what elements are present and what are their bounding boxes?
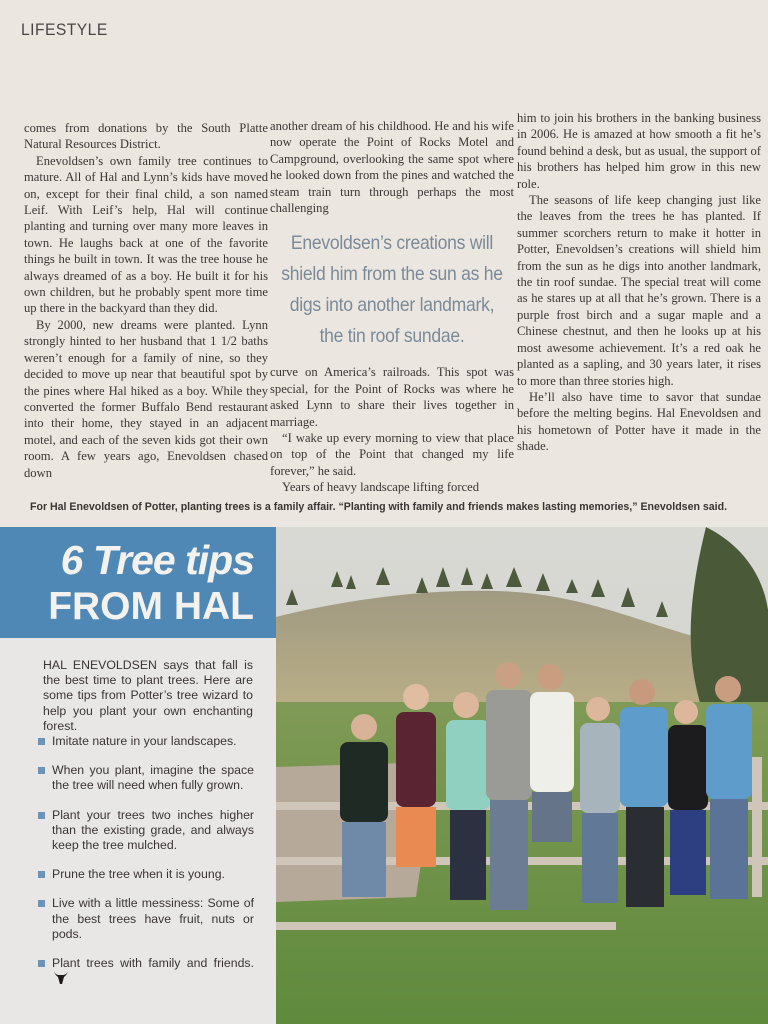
tip-item	[38, 867, 254, 882]
family-photo	[276, 527, 768, 1024]
paragraph: By 2000, new dreams were planted. Lynn strongly hinted to her husband that 1 1/2 baths weren’t enough for a family of nine, so they decided to move up near that beautiful spot by the pines where Hal hiked as a boy. While they converted the former Buffalo Bend restaurant into their home, they stayed in an adjacent motel, and each of the seven kids got their own room. A few years ago, Enevoldsen chased down	[24, 317, 268, 480]
person	[620, 679, 668, 907]
tips-header	[0, 527, 276, 638]
tip-text: Prune the tree when it is young.	[52, 867, 225, 882]
tip-item	[38, 896, 254, 942]
paragraph: another dream of his childhood. He and his wife now operate the Point of Rocks Motel and Campground, overlooking the same spot where he looked down from the pines and watched the steam train turn through perhaps the most challenging	[270, 119, 514, 216]
tips-intro: HAL ENEVOLDSEN says that fall is the best time to plant trees. Here are some tips from Potter’s tree wizard to help you plant your own enchanting forest.	[43, 658, 253, 733]
tip-item	[38, 734, 254, 749]
paragraph: He’ll also have time to savor that sundae before the melting begins. Hal Enevoldsen and his hometown of Potter have it made in the shade.	[517, 389, 761, 454]
square-bullet-icon	[38, 871, 45, 878]
tip-item	[38, 956, 254, 986]
tips-title-line-1: 6 Tree tips	[60, 537, 254, 583]
person	[446, 692, 490, 900]
family-photo-illustration	[276, 527, 768, 1024]
paragraph: The seasons of life keep changing just like the leaves from the trees he has planted. If summer scorchers return to make it hotter in Potter, Enevoldsen’s creations will shield him from the sun as he digs into another landmark, the tin roof sundae. The special treat will come as he stares up at all that he’s grown. There is a purple frost birch and a sugar maple and a Chinese chestnut, and then he looks up at his most awesome achievement. It’s a red oak he planted as a sapling, and 30 years later, it rises to more than three stories high.	[517, 193, 761, 388]
paragraph: comes from donations by the South Platte Natural Resources District.	[24, 121, 268, 152]
square-bullet-icon	[38, 812, 45, 819]
paragraph: “I wake up every morning to view that place on top of the Point that changed my life forever,” he said.	[270, 431, 514, 478]
tips-list	[38, 734, 254, 1000]
tip-text: When you plant, imagine the space the tree will need when fully grown.	[52, 763, 254, 793]
square-bullet-icon	[38, 960, 45, 967]
person	[486, 662, 532, 910]
article-column-3	[517, 110, 761, 455]
tip-text: Live with a little messiness: Some of the best trees have fruit, nuts or pods.	[52, 896, 254, 941]
photo-caption: For Hal Enevoldsen of Potter, planting trees is a family affair. “Planting with family and friends makes lasting memories,” Enevoldsen said.	[30, 501, 728, 513]
tip-text: Plant your trees two inches higher than the existing grade, and always keep the tree mulched.	[52, 807, 254, 853]
paragraph: him to join his brothers in the banking business in 2006. He is amazed at how smooth a fit he’s found behind a desk, but as usual, the support of his brothers has helped him grow in this new role.	[517, 111, 761, 191]
tip-item	[38, 808, 254, 854]
person	[706, 676, 752, 899]
pull-quote: Enevoldsen’s creations will shield him from the sun as he digs into another landmark, the tin roof sundae.	[281, 232, 503, 348]
paragraph: Enevoldsen’s own family tree continues to mature. All of Hal and Lynn’s kids have moved on, except for their final child, a son named Leif. With Leif’s help, Hal will continue planting and turning over many more leaves in town. He laughs back at one of the favorite things he built in town. It was the tree house he always dreamed of as a boy. He built it for his own children, but he probably spent more time up there in the backyard than they did.	[24, 153, 268, 316]
square-bullet-icon	[38, 767, 45, 774]
square-bullet-icon	[38, 738, 45, 745]
tip-text: Plant trees with family and friends.	[52, 956, 254, 971]
tips-sidebar	[0, 638, 276, 1024]
bull-head-icon	[54, 971, 68, 984]
paragraph: curve on America’s railroads. This spot was special, for the Point of Rocks was where he asked Lynn to share their lives together in marriage.	[270, 365, 514, 429]
tip-item	[38, 763, 254, 793]
person	[580, 697, 620, 903]
article-column-1	[24, 120, 268, 481]
square-bullet-icon	[38, 900, 45, 907]
tips-title-line-2: FROM HAL	[48, 585, 254, 628]
person	[668, 700, 708, 895]
article-column-2	[270, 118, 514, 496]
paragraph: Years of heavy landscape lifting forced	[282, 480, 480, 495]
section-label: LIFESTYLE	[21, 20, 108, 39]
tip-text: Imitate nature in your landscapes.	[52, 734, 237, 748]
